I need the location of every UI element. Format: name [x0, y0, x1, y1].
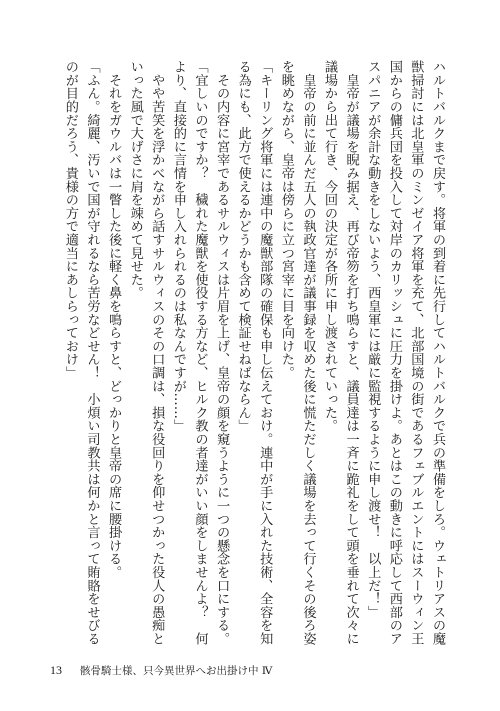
- text-line: る為にも、此方で使えるかどうかも含めて検証せねばならん」: [235, 60, 251, 433]
- text-line: 「ふん。綺麗、汚いで国が守れるなら苦労などせん！ 小煩い司教共は何かと言って賄賂をせびる: [84, 60, 100, 646]
- page-footer: [50, 663, 272, 678]
- text-line: 獣掃討には北皇軍のミンゼイア将軍を充て、北部国境の街であるフェブルエントにはスーウィン王: [408, 60, 424, 646]
- text-line: より、直接的に言情を申し入れられるのは私なんですが……」: [170, 60, 186, 433]
- text-line: を眺めながら、皇帝は傍らに立つ宮宰に目を向けた。: [278, 60, 294, 380]
- text-line: その内容に宮宰であるサルウィスは片眉を上げ、皇帝の顔を窺うように一つの懸念を口にする。: [214, 60, 230, 646]
- text-line: スパニアが余計な動きをしないよう、西皇軍には厳に監視するように申し渡せ！ 以上だ！」: [365, 60, 381, 619]
- text-line: それをガウルバは一瞥した後に軽く鼻を鳴らすと、どっかりと皇帝の席に腰掛ける。: [106, 60, 122, 579]
- text-line: 皇帝の前に並んだ五人の執政官達が議事録を収めた後に慌ただしく議場を去って行くその後ろ姿: [300, 60, 316, 646]
- vertical-text-body: [59, 60, 448, 670]
- text-line: 「キーリング将軍には連中の魔獣部隊の確保も申し伝えておけ。連中が手に入れた技術、全容を知: [257, 60, 273, 646]
- text-line: ハルトバルクまで戻す。将軍の到着に先行してハルトバルクで兵の準備をしろ。ウェトリアスの魔: [430, 60, 445, 646]
- text-line: 「宜しいのですか？ 穢れた魔獣を使役する方など、ヒルク教の者達がいい顔をしませんよ？ 何: [192, 60, 208, 646]
- text-line: 議場から出て行き、今回の決定が各所に申し渡されていった。: [322, 60, 338, 433]
- running-title: 骸骨騎士様、只今異世界へお出掛け中 Ⅳ: [80, 665, 273, 677]
- text-line: いった風で大げさに肩を竦めて見せた。: [127, 60, 143, 300]
- text-line: のが目的だろう、貴様の方で適当にあしらっておけ」: [62, 60, 78, 380]
- page-number: 13: [50, 663, 62, 677]
- text-line: 皇帝が議場を睨み据え、再び帝笏を打ち鳴らすと、議員達は一斉に跪礼をして頭を垂れて次々に: [343, 60, 359, 646]
- text-line: やや苦笑を浮かべながら話すサルウィスのその口調は、損な役回りを仰せつかった役人の愚痴と: [149, 60, 165, 646]
- text-line: 国からの傭兵団を投入して対岸のカリッシュに圧力を掛けよ。あとはこの動きに呼応して西部のア: [386, 60, 402, 646]
